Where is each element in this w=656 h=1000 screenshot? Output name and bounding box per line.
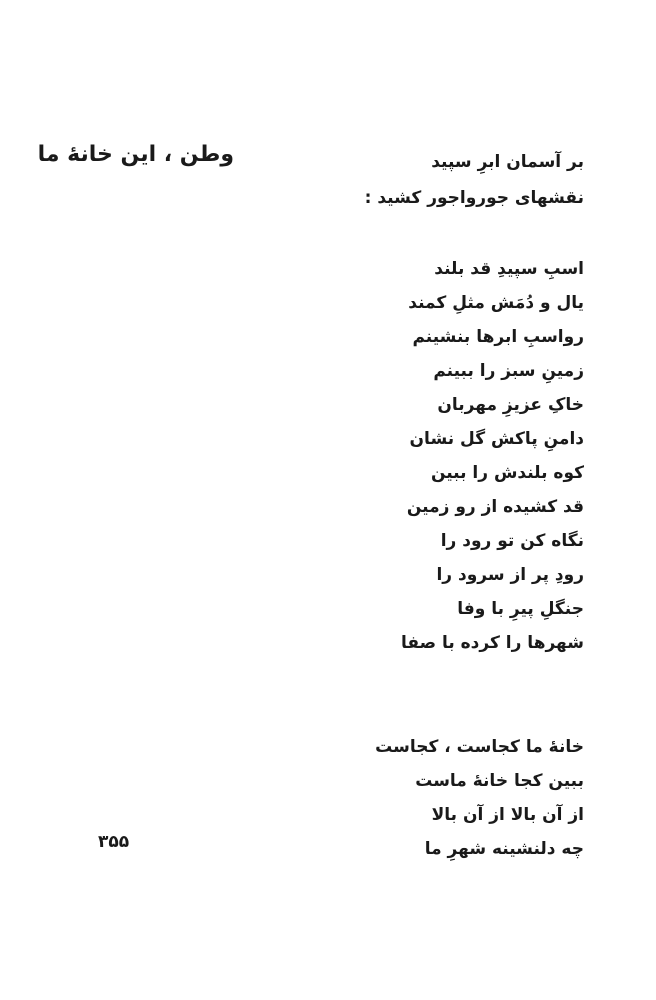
poem-line: خاکِ عزیزِ مهربان — [437, 395, 584, 415]
poem-line: قد کشیده از رو زمین — [406, 497, 584, 517]
poem-line: ببین کجا خانهٔ ماست — [415, 771, 584, 791]
stanza-2 — [401, 252, 584, 660]
poem-line: شهرها را کرده با صفا — [400, 633, 584, 653]
poem-line: رودِ پر از سرود را — [436, 565, 584, 585]
poem-line: خانهٔ ما کجاست ، کجاست — [375, 737, 584, 757]
poem-line: رواسبِ ابرها بنشینم — [412, 327, 584, 347]
poem-line: دامنِ پاکش گل نشان — [409, 429, 584, 449]
stanza-1 — [365, 144, 584, 216]
poem-line: یال و دُمَش مثلِ کمند — [408, 293, 584, 313]
poem-line: زمینِ سبز را ببینم — [433, 361, 584, 381]
poem-line: چه دلنشینه شهرِ ما — [424, 839, 584, 859]
poem-title: وطن ، این خانهٔ ما — [37, 142, 234, 167]
poem-line: از آن بالا از آن بالا — [431, 805, 584, 825]
poem-line: جنگلِ پیرِ با وفا — [457, 599, 584, 619]
poem-line: نقشهای جوروا‌جور کشید : — [364, 188, 584, 208]
poem-line: کوه بلندش را ببین — [430, 463, 584, 483]
poem-line: اسبِ سپیدِ قد بلند — [434, 259, 584, 279]
poem-line: نگاه کن تو رود را — [440, 531, 584, 551]
stanza-3 — [375, 730, 584, 866]
page-number: ۳۵۵ — [98, 832, 130, 852]
poem-line: بر آسمان ابرِ سپید — [431, 152, 584, 172]
